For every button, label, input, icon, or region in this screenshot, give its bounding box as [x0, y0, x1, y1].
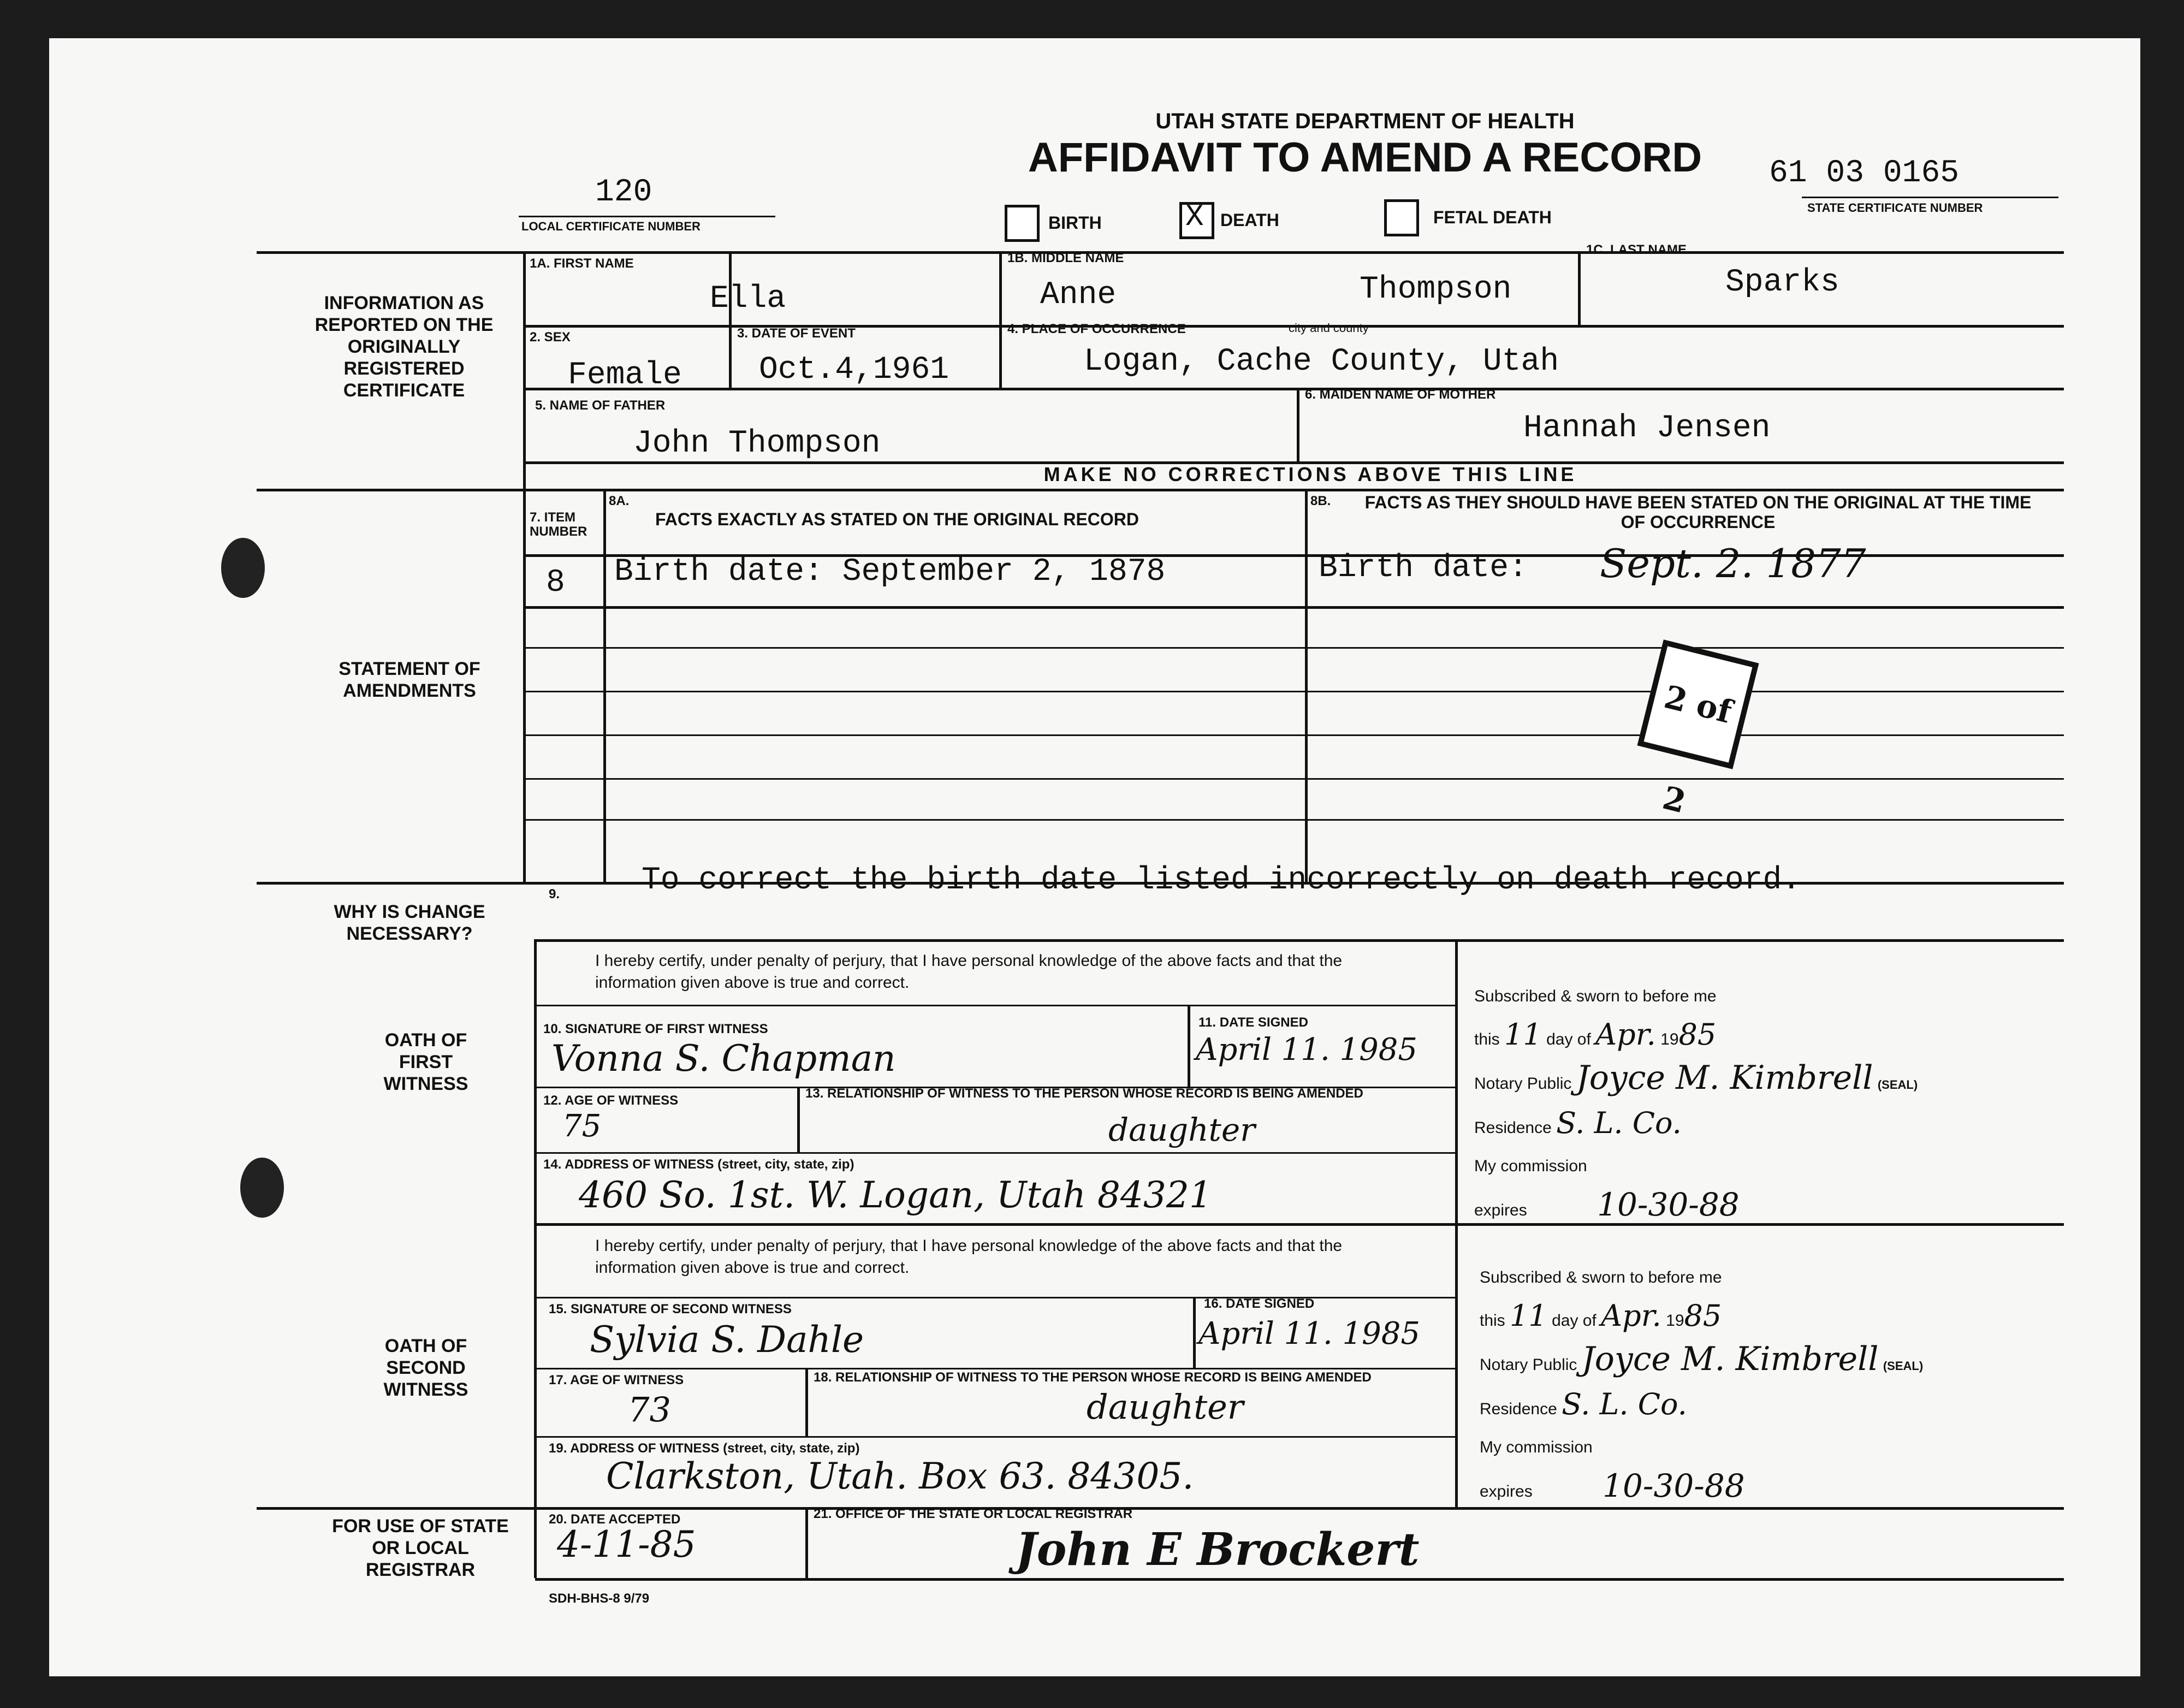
father-label: 5. NAME OF FATHER: [535, 398, 666, 413]
why-number: 9.: [549, 887, 560, 902]
witness2-address-label: 19. ADDRESS OF WITNESS (street, city, state, zip): [549, 1441, 860, 1456]
witness2-date-label: 16. DATE SIGNED: [1204, 1296, 1315, 1311]
col-a-title: FACTS EXACTLY AS STATED ON THE ORIGINAL RECORD: [655, 509, 1139, 529]
witness1-commission-label: My commission: [1474, 1157, 1587, 1175]
witness1-age: 75: [562, 1108, 602, 1144]
witness2-notary-month: Apr.: [1601, 1298, 1661, 1333]
witness2-notary-signature: Joyce M. Kimbrell: [1581, 1340, 1879, 1378]
why-reason: To correct the birth date listed incorrectly on death record.: [642, 863, 1801, 898]
first-name-value: Ella: [710, 281, 786, 317]
witness1-notary-day: 11: [1504, 1017, 1542, 1052]
sex-label: 2. SEX: [530, 330, 571, 345]
witness1-notary-label: Notary Public: [1474, 1075, 1572, 1093]
witness2-notary-subscribed: Subscribed & sworn to before me: [1480, 1268, 1722, 1286]
state-cert-number: 61 03 0165: [1769, 156, 1960, 191]
last-name-value-2: Sparks: [1725, 265, 1839, 300]
witness1-notary-year: 85: [1678, 1017, 1717, 1052]
witness2-notary-this: this: [1480, 1312, 1505, 1330]
corrected-fact-prefix: Birth date:: [1319, 550, 1528, 586]
witness2-certify-text: I hereby certify, under penalty of perjury, that I have personal knowledge of the above facts and that the information given above is true and correct.: [595, 1237, 1343, 1277]
form-title: AFFIDAVIT TO AMEND A RECORD: [1028, 134, 1702, 181]
witness2-section-label: OATH OF SECOND WITNESS: [383, 1336, 468, 1400]
witness2-expires: 10-30-88: [1603, 1467, 1745, 1504]
witness1-notary-signature: Joyce M. Kimbrell: [1576, 1059, 1873, 1097]
witness1-certify-text: I hereby certify, under penalty of perjury, that I have personal knowledge of the above facts and that the information given above is true and correct.: [595, 952, 1343, 992]
department-name: UTAH STATE DEPARTMENT OF HEALTH: [1155, 109, 1575, 133]
place-sublabel: city and county: [1289, 321, 1369, 335]
witness1-notary-day-of: day of: [1546, 1030, 1591, 1048]
witness1-relationship-label: 13. RELATIONSHIP OF WITNESS TO THE PERSON WHOSE RECORD IS BEING AMENDED: [805, 1086, 1363, 1101]
witness2-age: 73: [628, 1390, 671, 1430]
state-cert-label: STATE CERTIFICATE NUMBER: [1807, 201, 1983, 215]
witness1-notary-19: 19: [1660, 1030, 1679, 1048]
no-corrections-line: MAKE NO CORRECTIONS ABOVE THIS LINE: [1043, 463, 1577, 485]
local-cert-number: 120: [595, 175, 652, 210]
fetal-death-checkbox[interactable]: [1384, 199, 1419, 236]
death-label: DEATH: [1220, 210, 1279, 230]
first-name-label: 1A. FIRST NAME: [530, 256, 634, 271]
witness1-notary-month: Apr.: [1595, 1017, 1656, 1052]
witness2-commission-label: My commission: [1480, 1438, 1593, 1456]
witness1-age-label: 12. AGE OF WITNESS: [543, 1093, 679, 1108]
col-a-number: 8A.: [609, 494, 630, 508]
mother-value: Hannah Jensen: [1523, 411, 1771, 446]
place-label: 4. PLACE OF OCCURRENCE: [1007, 322, 1186, 336]
middle-name-label: 1B. MIDDLE NAME: [1007, 251, 1124, 265]
witness1-relationship: daughter: [1108, 1111, 1255, 1148]
witness1-signature: Vonna S. Chapman: [551, 1037, 896, 1080]
punch-hole: [221, 538, 265, 598]
registrar-date: 4-11-85: [557, 1523, 696, 1565]
witness2-age-label: 17. AGE OF WITNESS: [549, 1373, 684, 1387]
witness2-seal: (SEAL): [1883, 1359, 1924, 1373]
place-value: Logan, Cache County, Utah: [1084, 344, 1559, 379]
corrected-fact-value: Sept. 2. 1877: [1600, 541, 1866, 586]
witness1-residence-label: Residence: [1474, 1119, 1552, 1137]
registrar-signature: John E Brockert: [1016, 1523, 1420, 1576]
form-id: SDH-BHS-8 9/79: [549, 1591, 650, 1606]
witness2-notary-day-of: day of: [1552, 1312, 1597, 1330]
fetal-death-label: FETAL DEATH: [1433, 207, 1552, 227]
original-info-section-label: INFORMATION AS REPORTED ON THE ORIGINALLY REGISTERED CERTIFICATE: [314, 293, 494, 401]
registrar-section-label: FOR USE OF STATE OR LOCAL REGISTRAR: [332, 1516, 509, 1580]
witness1-sig-label: 10. SIGNATURE OF FIRST WITNESS: [543, 1022, 768, 1036]
last-name-label: 1C. LAST NAME: [1586, 242, 1687, 257]
witness2-expires-label: expires: [1480, 1482, 1533, 1501]
col-b-title: FACTS AS THEY SHOULD HAVE BEEN STATED ON THE ORIGINAL AT THE TIME OF OCCURRENCE: [1364, 493, 2032, 532]
birth-label: BIRTH: [1048, 213, 1102, 233]
witness1-residence: S. L. Co.: [1556, 1106, 1682, 1140]
witness2-relationship-label: 18. RELATIONSHIP OF WITNESS TO THE PERSON WHOSE RECORD IS BEING AMENDED: [814, 1370, 1372, 1385]
witness1-date-label: 11. DATE SIGNED: [1198, 1015, 1308, 1030]
witness2-residence: S. L. Co.: [1562, 1387, 1687, 1421]
death-check-mark: X: [1185, 199, 1204, 234]
witness1-address: 460 So. 1st. W. Logan, Utah 84321: [579, 1174, 1212, 1216]
witness2-notary-19: 19: [1666, 1312, 1684, 1330]
witness2-notary-block: [1480, 1259, 2058, 1511]
why-section-label: WHY IS CHANGE NECESSARY?: [334, 902, 485, 944]
witness2-address: Clarkston, Utah. Box 63. 84305.: [606, 1455, 1194, 1497]
col-b-number: 8B.: [1310, 494, 1331, 508]
witness1-expires: 10-30-88: [1597, 1186, 1740, 1223]
local-cert-label: LOCAL CERTIFICATE NUMBER: [521, 220, 701, 233]
death-checkbox[interactable]: [1179, 199, 1214, 239]
witness1-expires-label: expires: [1474, 1201, 1527, 1219]
witness2-residence-label: Residence: [1480, 1400, 1557, 1418]
date-of-event-value: Oct.4,1961: [759, 352, 949, 388]
witness2-date: April 11. 1985: [1198, 1316, 1421, 1351]
witness2-notary-label: Notary Public: [1480, 1356, 1577, 1374]
registrar-date-label: 20. DATE ACCEPTED: [549, 1512, 681, 1527]
item-number-label: 7. ITEM NUMBER: [530, 510, 587, 539]
witness2-sig-label: 15. SIGNATURE OF SECOND WITNESS: [549, 1302, 792, 1316]
witness1-notary-block: [1474, 977, 2053, 1230]
sex-value: Female: [568, 358, 682, 393]
amendments-section-label: STATEMENT OF AMENDMENTS: [339, 659, 480, 701]
mother-label: 6. MAIDEN NAME OF MOTHER: [1305, 387, 1496, 402]
original-fact: Birth date: September 2, 1878: [614, 554, 1166, 590]
birth-checkbox[interactable]: [1005, 205, 1040, 242]
witness1-notary-subscribed: Subscribed & sworn to before me: [1474, 987, 1717, 1005]
amended-item-number: 8: [546, 565, 565, 601]
witness1-seal: (SEAL): [1877, 1078, 1918, 1092]
punch-hole: [240, 1158, 284, 1218]
middle-name-value: Anne: [1040, 277, 1117, 313]
witness1-address-label: 14. ADDRESS OF WITNESS (street, city, state, zip): [543, 1157, 854, 1172]
witness2-notary-day: 11: [1510, 1298, 1547, 1333]
witness1-section-label: OATH OF FIRST WITNESS: [383, 1030, 468, 1094]
date-of-event-label: 3. DATE OF EVENT: [737, 326, 856, 341]
witness1-notary-this: this: [1474, 1030, 1500, 1048]
witness2-notary-year: 85: [1684, 1298, 1722, 1333]
witness2-signature: Sylvia S. Dahle: [590, 1319, 864, 1361]
witness2-relationship: daughter: [1087, 1387, 1244, 1427]
registrar-office-label: 21. OFFICE OF THE STATE OR LOCAL REGISTRAR: [814, 1507, 1133, 1521]
witness1-date: April 11. 1985: [1196, 1032, 1418, 1068]
last-name-value-1: Thompson: [1360, 272, 1512, 307]
father-value: John Thompson: [633, 426, 881, 461]
page-stamp: 2 of 2: [1637, 639, 1759, 769]
